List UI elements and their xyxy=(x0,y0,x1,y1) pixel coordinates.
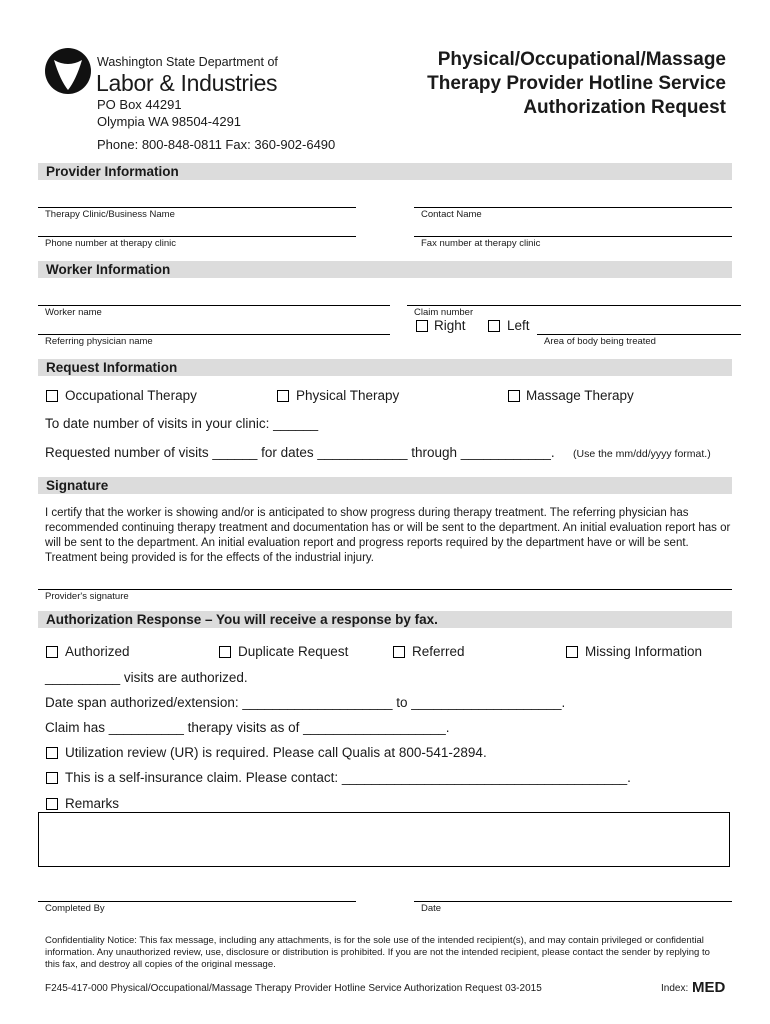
self-insurance-checkbox[interactable] xyxy=(46,772,58,784)
signature-section-header xyxy=(38,477,732,494)
authorization-section-title: Authorization Response – You will receive a response by fax. xyxy=(46,612,438,627)
contact-name-label: Contact Name xyxy=(421,209,482,220)
right-checkbox[interactable] xyxy=(416,320,428,332)
massage-therapy-label: Massage Therapy xyxy=(526,388,634,403)
left-checkbox[interactable] xyxy=(488,320,500,332)
worker-name-label: Worker name xyxy=(45,307,102,318)
missing-information-checkbox[interactable] xyxy=(566,646,578,658)
form-title-line3: Authorization Request xyxy=(523,97,726,118)
signature-section-title: Signature xyxy=(46,478,109,493)
confidentiality-notice: Confidentiality Notice: This fax message, including any attachments, is for the sole use of the intended recipient(s), and may contain privileged or confidential information. Any unauthorized review, use, disclosure or distribution is prohibited. If you are not the intended recipient, please contact the sender by replying to this fax, and destroy all copies of the original message. xyxy=(45,935,710,970)
left-label: Left xyxy=(507,318,530,333)
duplicate-request-label: Duplicate Request xyxy=(238,644,349,659)
referred-checkbox[interactable] xyxy=(393,646,405,658)
date-label: Date xyxy=(421,903,442,914)
remarks-checkbox[interactable] xyxy=(46,798,58,810)
clinic-phone-field[interactable] xyxy=(38,236,356,237)
form-title-line1: Physical/Occupational/Massage xyxy=(437,49,726,70)
occupational-therapy-checkbox[interactable] xyxy=(46,390,58,402)
right-label: Right xyxy=(434,318,466,333)
requested-visits: Requested number of visits ______ for dates ____________ through ____________. xyxy=(45,445,555,460)
body-area-field[interactable] xyxy=(537,334,741,335)
agency-name-line1: Washington State Department of xyxy=(97,55,278,69)
remarks-label: Remarks xyxy=(65,796,120,811)
physical-therapy-label: Physical Therapy xyxy=(296,388,400,403)
agency-name-line2: Labor & Industries xyxy=(96,70,278,96)
form-title-line2: Therapy Provider Hotline Service xyxy=(427,73,726,94)
massage-therapy-checkbox[interactable] xyxy=(508,390,520,402)
physician-name-label: Referring physician name xyxy=(45,336,153,347)
physician-name-field[interactable] xyxy=(38,334,390,335)
provider-signature-field[interactable] xyxy=(38,589,732,590)
utilization-review-checkbox[interactable] xyxy=(46,747,58,759)
authorized-checkbox[interactable] xyxy=(46,646,58,658)
clinic-phone-label: Phone number at therapy clinic xyxy=(45,238,176,249)
index-value: MED xyxy=(692,979,726,996)
date-field[interactable] xyxy=(414,901,732,902)
claim-number-field[interactable] xyxy=(407,305,741,306)
phone-fax: Phone: 800-848-0811 Fax: 360-902-6490 xyxy=(97,137,336,152)
provider-signature-label: Provider's signature xyxy=(45,591,129,602)
completed-by-label: Completed By xyxy=(45,903,105,914)
missing-information-label: Missing Information xyxy=(585,644,703,659)
authorized-label: Authorized xyxy=(65,644,130,659)
body-area-label: Area of body being treated xyxy=(544,336,656,347)
lni-logo-icon xyxy=(44,46,92,96)
date-format-note: (Use the mm/dd/yyyy format.) xyxy=(573,448,711,460)
remarks-textarea[interactable] xyxy=(38,812,730,867)
date-span-authorized: Date span authorized/extension: ____________________ to ____________________. xyxy=(45,695,566,710)
clinic-name-label: Therapy Clinic/Business Name xyxy=(45,209,175,220)
address-line1: PO Box 44291 xyxy=(97,97,182,112)
address-line2: Olympia WA 98504-4291 xyxy=(97,114,242,129)
request-section-title: Request Information xyxy=(46,360,178,375)
to-date-visits: To date number of visits in your clinic: ______ xyxy=(45,416,319,431)
form-title xyxy=(306,48,726,120)
claim-number-label: Claim number xyxy=(414,307,474,318)
physical-therapy-checkbox[interactable] xyxy=(277,390,289,402)
referred-label: Referred xyxy=(412,644,465,659)
authorization-section-header xyxy=(38,611,732,628)
visits-authorized: __________ visits are authorized. xyxy=(45,670,248,685)
clinic-name-field[interactable] xyxy=(38,207,356,208)
provider-section-header xyxy=(38,163,732,180)
request-section-header xyxy=(38,359,732,376)
provider-section-title: Provider Information xyxy=(46,164,179,179)
index-label: Index: xyxy=(661,983,689,994)
duplicate-request-checkbox[interactable] xyxy=(219,646,231,658)
clinic-fax-label: Fax number at therapy clinic xyxy=(421,238,541,249)
worker-section-header xyxy=(38,261,732,278)
worker-section-title: Worker Information xyxy=(46,262,171,277)
occupational-therapy-label: Occupational Therapy xyxy=(65,388,197,403)
claim-visits: Claim has __________ therapy visits as of ___________________. xyxy=(45,720,450,735)
utilization-review-label: Utilization review (UR) is required. Please call Qualis at 800-541-2894. xyxy=(65,745,487,760)
clinic-fax-field[interactable] xyxy=(414,236,732,237)
contact-name-field[interactable] xyxy=(414,207,732,208)
self-insurance-label: This is a self-insurance claim. Please contact: ______________________________________. xyxy=(65,770,631,785)
form-id: F245-417-000 Physical/Occupational/Massage Therapy Provider Hotline Service Authorization Request 03-2015 xyxy=(45,983,542,994)
worker-name-field[interactable] xyxy=(38,305,390,306)
certification-text: I certify that the worker is showing and/or is anticipated to show progress during therapy treatment. The referring physician has recommended continuing therapy treatment and documentation has or will be sent to the department. An initial evaluation report has or will be sent to the department. An initial evaluation report and progress reports required by the department have or will be sent. Treatment being provided is for the effects of the industrial injury. xyxy=(45,507,731,564)
completed-by-field[interactable] xyxy=(38,901,356,902)
